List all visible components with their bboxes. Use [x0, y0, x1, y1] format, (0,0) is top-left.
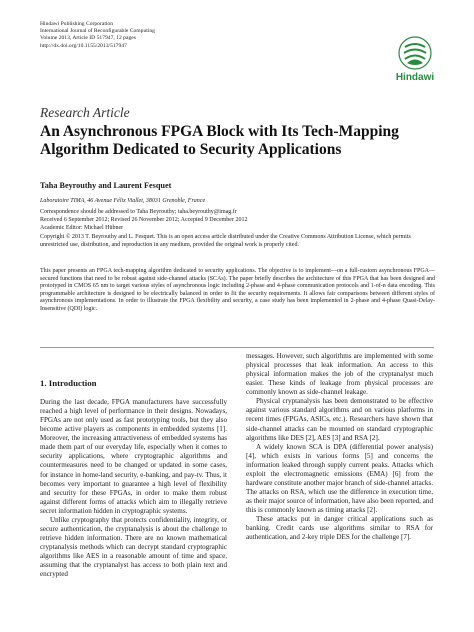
author-list: Taha Beyrouthy and Laurent Fesquet	[40, 181, 172, 190]
paragraph: messages. However, such algorithms are implemented with some physical processes that leak information. An access to this physical information makes the job of the cryptanalyst much easier. These kinds of leakage from physical processes are commonly known as side-channel leakage.	[246, 352, 433, 397]
paragraph: A widely known SCA is DPA (differential power analysis) [4], which exists in various forms [5] and concerns the information leaked through supply current peaks. Attacks which exploit the electromagnetic emissions (EMA) [6] from the hardware constitute another major branch of side-channel attacks. The attacks on RSA, which use the difference in execution time, as their major source of information, have also been reported, and this is commonly known as timing attacks [2].	[246, 442, 433, 515]
publisher-logo	[390, 36, 440, 88]
article-type: Research Article	[40, 105, 130, 120]
publisher-name: Hindawi Publishing Corporation	[40, 21, 114, 27]
logo-wordmark: Hindawi	[395, 72, 435, 83]
copyright-notice: Copyright © 2013 T. Beyrouthy and L. Fesquet. This is an open access article distributed under the Creative Commons Attribution License, which permits unrestricted use, distribution, and reproduction in any medium, provided the original work is properly cited.	[40, 234, 411, 248]
doi-link[interactable]: http://dx.doi.org/10.1155/2013/517947	[40, 42, 127, 49]
right-column	[246, 352, 433, 542]
paragraph: These attacks put in danger critical applications such as banking. Credit cards use algorithms similar to RSA for authentication, and 2-key triple DES for the challenge [7].	[246, 515, 433, 542]
volume-info: Volume 2013, Article ID 517947, 12 pages	[40, 35, 136, 42]
left-column	[40, 398, 227, 579]
paragraph: During the last decade, FPGA manufacturers have successfully reached a high level of performance in their designs. Nowadays, FPGAs are not only used as fast prototyping tools, but they also become active players as components in embedded systems [1]. Moreover, the increasing attractiveness of embedded systems has made them part of our everyday life, especially when it comes to security applications, where cryptographic algorithms and countermeasures need to be changed or updated in some cases, for instance in home-land security, e-banking, and pay-tv. Thus, it becomes very important to guarantee a high level of flexibility and security for these FPGAs, in order to make them robust against different forms of attacks which aim to illegally retrieve secret information hidden in cryptographic systems.	[40, 398, 227, 515]
section-divider	[40, 347, 434, 348]
title-line: Algorithm Dedicated to Security Applications	[40, 141, 342, 158]
abstract: This paper presents an FPGA tech-mapping algorithm dedicated to security applications. The objective is to implement—on a full-custom asynchronous FPGA—secured functions that need to be robust against side-channel attacks (SCAs). The paper briefly describes the architecture of this FPGA that has been designed and prototyped in CMOS 65 nm to target various styles of asynchronous logic including 2-phase and 4-phase communication protocols and 1-of-n data encoding. This programmable architecture is designed to be electrically balanced in order to fit the security requirements. It allows fair comparisons between different styles of asynchronous implementations. In order to illustrate the FPGA flexibility and security, a case study has been implemented in 2-phase and 4-phase Quasi-Delay-Insensitive (QDI) logic.	[40, 268, 435, 312]
title-line: An Asynchronous FPGA Block with Its Tech-Mapping	[40, 123, 399, 140]
affiliation: Laboratoire TIMA, 46 Avenue Félix Viallet, 38031 Grenoble, France	[40, 198, 206, 204]
paragraph: Unlike cryptography that protects confidentiality, integrity, or secure authentication, the cryptanalysis is about the challenge to retrieve hidden information. There are no known mathematical cryptanalysis methods which can decrypt standard cryptographic algorithms like AES in a reasonable amount of time and space, assuming that the cryptanalyst has access to both plain text and encrypted	[40, 515, 227, 579]
journal-masthead	[40, 21, 270, 50]
paragraph: Physical cryptanalysis has been demonstrated to be effective against various standard algorithms and on various platforms in recent times (FPGAs, ASICs, etc.). Researchers have shown that side-channel attacks can be mounted on standard cryptographic algorithms like DES [2], AES [3] and RSA [2].	[246, 397, 433, 442]
academic-editor: Academic Editor: Michael Hübner	[40, 225, 124, 231]
paper-title	[40, 123, 440, 159]
article-dates: Received 6 September 2012; Revised 26 November 2012; Accepted 9 December 2012	[40, 217, 248, 223]
section-heading: 1. Introduction	[40, 378, 97, 388]
journal-name: International Journal of Reconfigurable Computing	[40, 28, 155, 35]
hindawi-logo-icon	[398, 36, 432, 70]
correspondence: Correspondence should be addressed to Taha Beyrouthy; taha.beyrouthy@imag.fr	[40, 209, 237, 215]
